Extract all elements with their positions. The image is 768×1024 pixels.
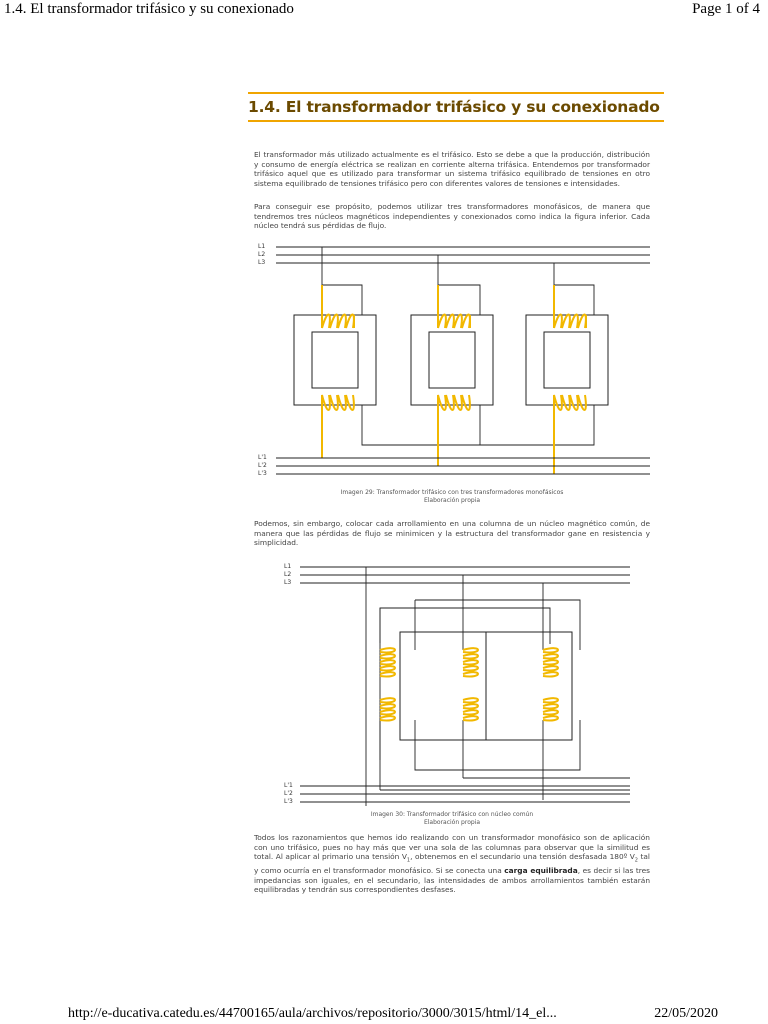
print-footer [0,1004,768,1024]
label-l3-b: L3 [284,579,292,586]
print-header [0,0,768,22]
paragraph-balanced-load [254,833,650,895]
label-l1-prime: L'1 [258,454,267,461]
print-header-page-number: Page 1 of 4 [692,1,760,17]
paragraph-three-monophase: Para conseguir ese propósito, podemos utilizar tres transformadores monofásicos, de manera que tendremos tres núcleos magnéticos independientes y conexionados como indica la figura inferior. Cada núcleo tendrá sus pérdidas de flujo. [254,202,650,231]
print-footer-date: 22/05/2020 [654,1006,718,1021]
bold-carga-equilibrada: carga equilibrada [504,866,578,876]
coils-diagram-2 [380,648,558,720]
subscript-v1: 1 [406,857,411,864]
caption-image-29-source: Elaboración propia [423,497,481,504]
caption-image-30-title: Imagen 30: Transformador trifásico con núcleo común [370,811,534,818]
print-header-title: 1.4. El transformador trifásico y su conexionado [4,1,294,17]
label-l1-prime-b: L'1 [284,782,293,789]
caption-image-30 [254,811,650,827]
label-l3-prime-b: L'3 [284,798,293,805]
article-heading: 1.4. El transformador trifásico y su conexionado [248,98,660,116]
label-l2: L2 [258,251,266,258]
diagram-common-core-transformer [280,560,640,810]
label-l3: L3 [258,259,266,266]
caption-image-29-title: Imagen 29: Transformador trifásico con tres transformadores monofásicos [340,489,564,496]
caption-image-29 [254,489,650,505]
label-l2-prime-b: L'2 [284,790,293,797]
paragraph-balanced-load-part-d: , es decir si las tres impedancias son iguales, en el secundario, las intensidades de ambos arrollamientos también estarán equilibradas y tendrán sus correspondientes desfases. [254,866,651,895]
label-l1: L1 [258,243,266,250]
label-l1-b: L1 [284,563,292,570]
core-3 [526,315,608,405]
paragraph-common-core: Podemos, sin embargo, colocar cada arrollamiento en una columna de un núcleo magnético común, de manera que las pérdidas de flujo se minimicen y la estructura del transformador gane en resistencia y simplicidad. [254,519,650,548]
paragraph-balanced-load-part-c: tal y como ocurría en el transformador monofásico. Si se conecta una [254,852,650,876]
paragraph-balanced-load-part-a: Todos los razonamientos que hemos ido realizando con un transformador monofásico son de aplicación con uno trifásico, pues no hay más que ver una sola de las columnas para observar que la similitud es total. Al aplicar al primario una tensión V [254,833,650,862]
print-footer-url[interactable]: http://e-ducativa.catedu.es/44700165/aula/archivos/repositorio/3000/3015/html/14_el... [68,1006,557,1021]
subscript-v2: 2 [634,857,638,864]
label-l2-prime: L'2 [258,462,267,469]
caption-image-30-source: Elaboración propia [423,819,481,826]
article-title-bar [248,92,664,122]
article-heading-container [248,92,664,122]
diagram-three-single-phase-transformers [254,240,654,482]
paragraph-balanced-load-part-b: , obtenemos en el secundario una tensión desfasada 180º V [410,852,635,862]
label-l3-prime: L'3 [258,470,267,477]
paragraph-intro: El transformador más utilizado actualmente es el trifásico. Esto se debe a que la producción, distribución y consumo de energía eléctrica se realizan en corriente alterna trifásica. Entendemos por transformador trifásico aquel que es utilizado para transformar un sistema trifásico equilibrado de tensiones en otro sistema equilibrado de tensiones trifásico pero con diferentes valores de tensiones e intensidades. [254,150,650,188]
core-1 [294,315,376,405]
label-l2-b: L2 [284,571,292,578]
core-2 [411,315,493,405]
